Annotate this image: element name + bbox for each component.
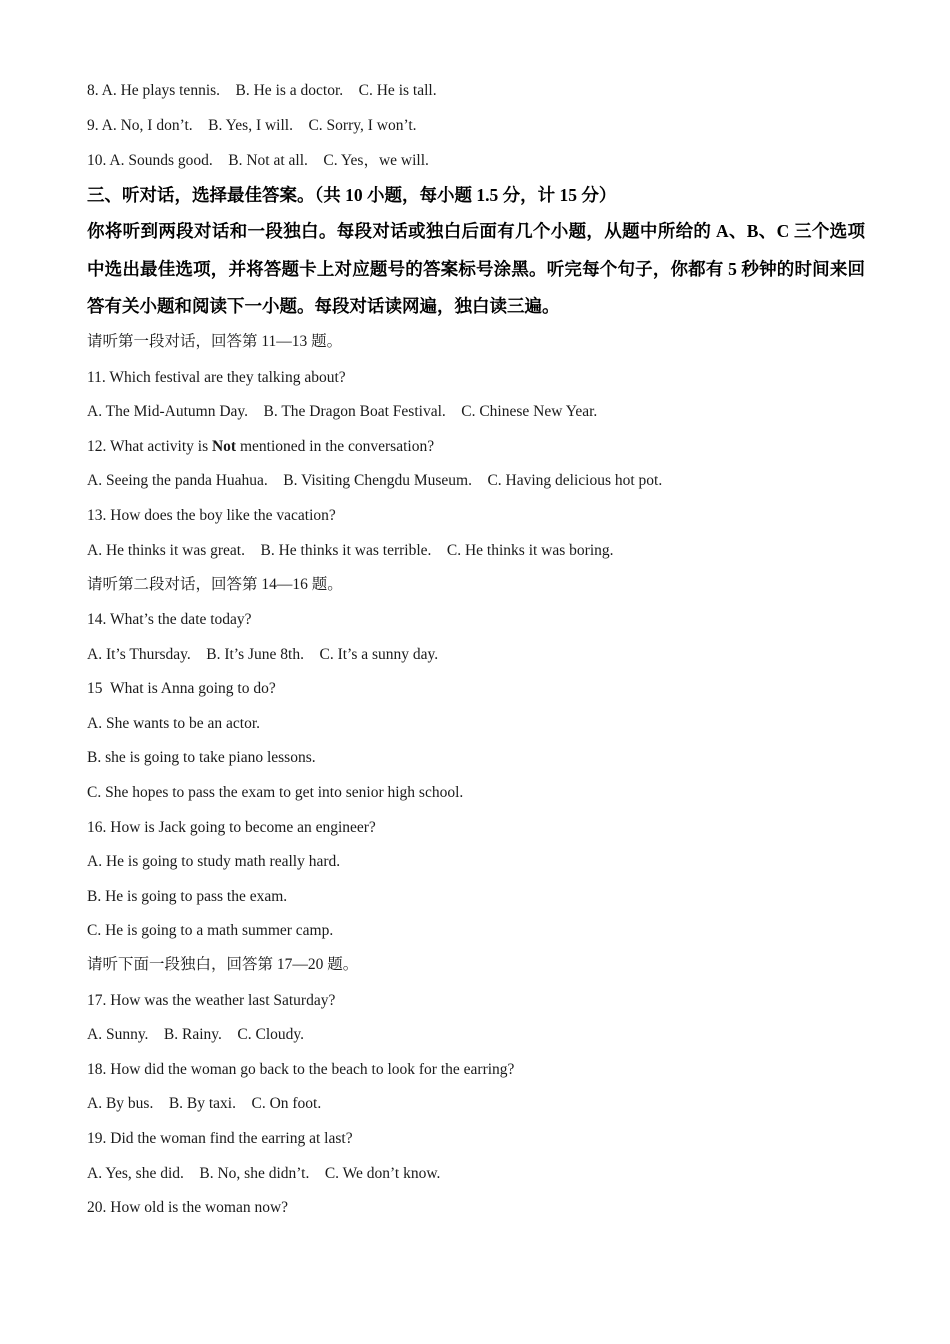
- dialog-1-intro: 请听第一段对话，回答第 11—13 题。: [87, 333, 343, 350]
- question-14-options: A. It’s Thursday. B. It’s June 8th. C. It’s a sunny day.: [87, 646, 439, 663]
- question-15-option-a: A. She wants to be an actor.: [87, 715, 261, 732]
- section-heading: 三、听对话，选择最佳答案。（共 10 小题，每小题 1.5 分，计 15 分）: [87, 185, 617, 205]
- question-17: 17. How was the weather last Saturday?: [87, 992, 336, 1009]
- question-18-options: A. By bus. B. By taxi. C. On foot.: [87, 1095, 322, 1112]
- question-9: 9. A. No, I don’t. B. Yes, I will. C. Sorry, I won’t.: [87, 117, 417, 134]
- question-19: 19. Did the woman find the earring at last?: [87, 1130, 353, 1147]
- question-12-emphasis: Not: [211, 438, 237, 455]
- question-14: 14. What’s the date today?: [87, 611, 252, 628]
- dialog-2-intro: 请听第二段对话，回答第 14—16 题。: [87, 576, 343, 593]
- question-20: 20. How old is the woman now?: [87, 1199, 289, 1216]
- question-13: 13. How does the boy like the vacation?: [87, 507, 336, 524]
- question-11: 11. Which festival are they talking about?: [87, 369, 346, 386]
- question-16: 16. How is Jack going to become an engineer?: [87, 819, 376, 836]
- question-12: [87, 437, 870, 457]
- question-13-options: A. He thinks it was great. B. He thinks it was terrible. C. He thinks it was boring.: [87, 542, 614, 559]
- question-12-text-end: mentioned in the conversation?: [236, 438, 435, 455]
- question-11-options: A. The Mid-Autumn Day. B. The Dragon Boat Festival. C. Chinese New Year.: [87, 403, 598, 420]
- question-15-option-c: C. She hopes to pass the exam to get into senior high school.: [87, 784, 464, 801]
- question-8: 8. A. He plays tennis. B. He is a doctor. C. He is tall.: [87, 82, 437, 99]
- question-16-option-a: A. He is going to study math really hard.: [87, 853, 341, 870]
- question-10: 10. A. Sounds good. B. Not at all. C. Yes，we will.: [87, 152, 429, 169]
- section-instructions: 你将听到两段对话和一段独白。每段对话或独白后面有几个小题，从题中所给的 A、B、C 三个选项中选出最佳选项，并将答题卡上对应题号的答案标号涂黑。听完每个句子，你都有 5 秒钟的时间来回答有关小题和阅读下一小题。每段对话读网遍，独白读三遍。: [87, 221, 865, 316]
- monologue-intro: 请听下面一段独白，回答第 17—20 题。: [87, 956, 359, 973]
- question-16-option-c: C. He is going to a math summer camp.: [87, 922, 334, 939]
- question-15-option-b: B. she is going to take piano lessons.: [87, 749, 316, 766]
- question-19-options: A. Yes, she did. B. No, she didn’t. C. We don’t know.: [87, 1165, 441, 1182]
- question-17-options: A. Sunny. B. Rainy. C. Cloudy.: [87, 1026, 305, 1043]
- question-18: 18. How did the woman go back to the beach to look for the earring?: [87, 1061, 515, 1078]
- question-16-option-b: B. He is going to pass the exam.: [87, 888, 288, 905]
- question-12-text-start: 12. What activity is: [87, 438, 212, 455]
- question-15: 15 What is Anna going to do?: [87, 680, 276, 697]
- question-12-options: A. Seeing the panda Huahua. B. Visiting Chengdu Museum. C. Having delicious hot pot.: [87, 472, 663, 489]
